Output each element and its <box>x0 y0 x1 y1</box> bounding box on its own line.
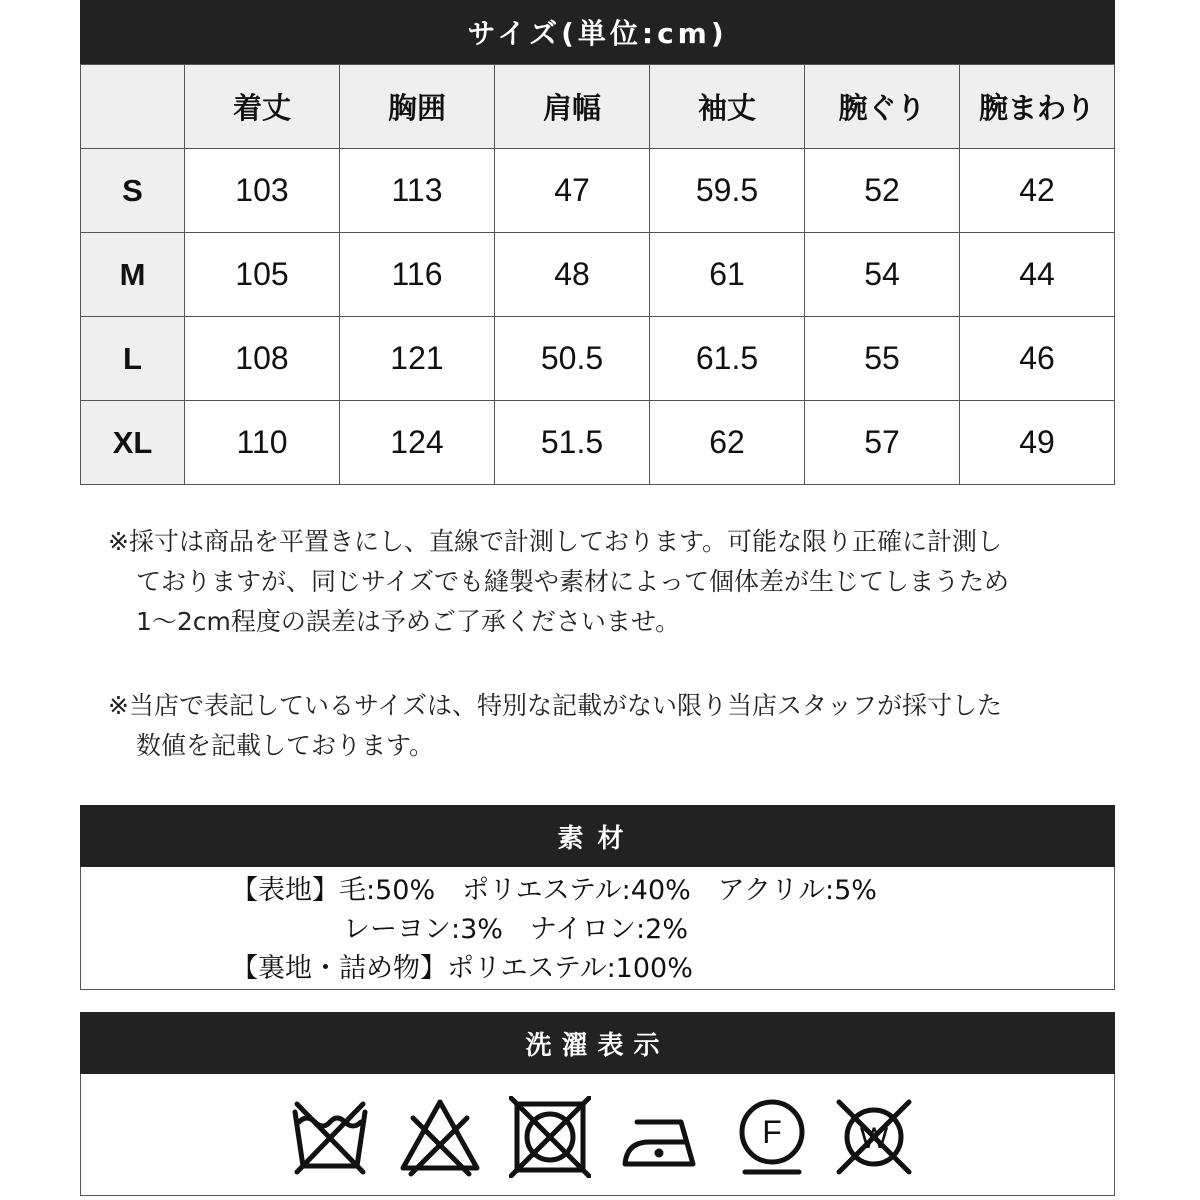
svg-text:F: F <box>762 1114 782 1150</box>
note-line: 数値を記載しております。 <box>136 731 435 760</box>
size-table <box>80 64 1115 485</box>
column-header: 腕まわり <box>960 65 1115 149</box>
material-title: 素材 <box>80 805 1115 867</box>
column-header: 袖丈 <box>650 65 805 149</box>
table-cell: 61.5 <box>650 317 805 401</box>
table-cell: 105 <box>185 233 340 317</box>
table-cell: 42 <box>960 149 1115 233</box>
table-cell: 51.5 <box>495 401 650 485</box>
size-label: XL <box>81 401 185 485</box>
note-line: ※採寸は商品を平置きにし、直線で計測しております。可能な限り正確に計測し <box>108 527 1002 556</box>
note-line: 1〜2cm程度の誤差は予めご了承くださいませ。 <box>136 607 681 636</box>
dry-clean-f-icon <box>731 1096 813 1178</box>
size-label: S <box>81 149 185 233</box>
table-cell: 124 <box>340 401 495 485</box>
table-cell: 44 <box>960 233 1115 317</box>
care-icons-box <box>80 1074 1115 1196</box>
table-cell: 57 <box>805 401 960 485</box>
column-header: 着丈 <box>185 65 340 149</box>
material-line: 【表地】毛:50% ポリエステル:40% アクリル:5% <box>231 875 877 906</box>
table-cell: 54 <box>805 233 960 317</box>
size-label: L <box>81 317 185 401</box>
svg-text:W: W <box>859 1122 889 1155</box>
table-row <box>81 149 1115 233</box>
table-cell: 49 <box>960 401 1115 485</box>
table-cell: 103 <box>185 149 340 233</box>
no-wash-icon <box>289 1096 371 1178</box>
size-notation-note <box>108 686 1108 766</box>
table-cell: 46 <box>960 317 1115 401</box>
material-line: レーヨン:3% ナイロン:2% <box>343 914 688 945</box>
table-row <box>81 233 1115 317</box>
table-cell: 52 <box>805 149 960 233</box>
measurement-note <box>108 522 1108 642</box>
no-bleach-icon <box>399 1096 481 1178</box>
note-line: ておりますが、同じサイズでも縫製や素材によって個体差が生じてしまうため <box>136 567 1010 596</box>
column-header: 肩幅 <box>495 65 650 149</box>
table-cell: 62 <box>650 401 805 485</box>
table-cell: 61 <box>650 233 805 317</box>
table-cell: 55 <box>805 317 960 401</box>
column-header: 胸囲 <box>340 65 495 149</box>
no-tumble-dry-icon <box>509 1096 591 1178</box>
size-label: M <box>81 233 185 317</box>
table-cell: 50.5 <box>495 317 650 401</box>
table-cell: 116 <box>340 233 495 317</box>
table-cell: 108 <box>185 317 340 401</box>
table-row <box>81 317 1115 401</box>
size-chart-title: サイズ(単位:cm) <box>80 0 1115 64</box>
table-cell: 110 <box>185 401 340 485</box>
table-corner <box>81 65 185 149</box>
care-title: 洗濯表示 <box>80 1012 1115 1074</box>
no-wet-clean-icon <box>833 1096 915 1178</box>
table-cell: 59.5 <box>650 149 805 233</box>
note-line: ※当店で表記しているサイズは、特別な記載がない限り当店スタッフが採寸した <box>108 691 1002 720</box>
column-header: 腕ぐり <box>805 65 960 149</box>
material-line: 【裏地・詰め物】ポリエステル:100% <box>231 953 693 984</box>
table-header-row <box>81 65 1115 149</box>
table-row <box>81 401 1115 485</box>
table-cell: 47 <box>495 149 650 233</box>
iron-low-icon <box>619 1096 701 1178</box>
table-cell: 121 <box>340 317 495 401</box>
table-cell: 113 <box>340 149 495 233</box>
material-box <box>80 867 1115 990</box>
table-cell: 48 <box>495 233 650 317</box>
